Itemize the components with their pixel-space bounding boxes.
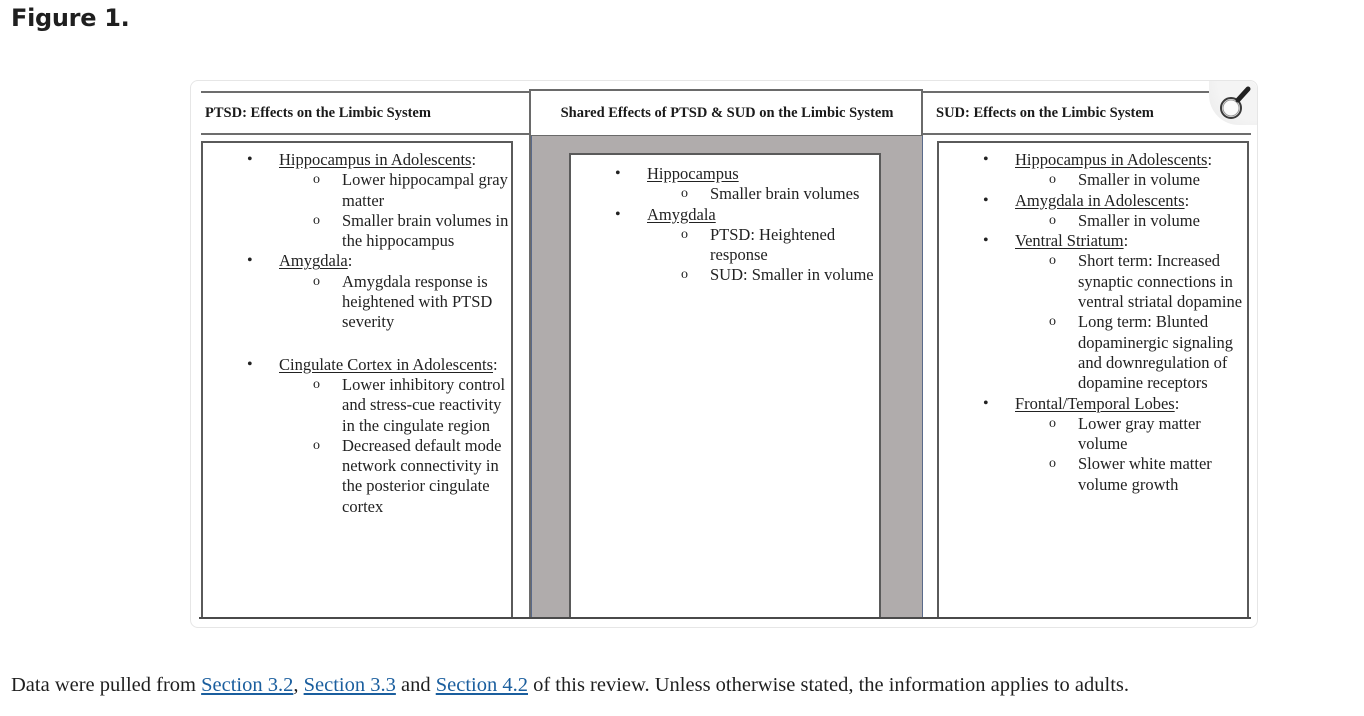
list-item: • Ventral Striatum: o Short term: Increased synaptic connections in ventral striatal dopamine o Long term: Blunted dopaminergic signaling and downregulation of dopamine receptors [939, 231, 1247, 393]
sub-list-item: o Decreased default mode network connectivity in the posterior cingulate cortex [279, 436, 511, 517]
list-item: • Hippocampus in Adolescents: o Smaller in volume [939, 150, 1247, 191]
figure-bottom-rule [199, 617, 1251, 619]
sub-list-item: o Slower white matter volume growth [1015, 454, 1247, 495]
topic-label: Hippocampus in Adolescents [279, 150, 472, 169]
sud-column-header: SUD: Effects on the Limbic System [936, 104, 1154, 121]
ptsd-column-header: PTSD: Effects on the Limbic System [205, 104, 431, 121]
sub-list-item: o Lower inhibitory control and stress-cue reactivity in the cingulate region [279, 375, 511, 436]
topic-label: Ventral Striatum [1015, 231, 1124, 251]
list-item: • Hippocampus in Adolescents: o Lower hippocampal gray matter o Smaller brain volumes in the hippocampus [203, 150, 511, 251]
list-item: • Amygdala: o Amygdala response is heightened with PTSD severity [203, 251, 511, 354]
list-item [571, 164, 879, 205]
sub-list-item: o SUD: Smaller in volume [647, 265, 879, 285]
list-item: • Cingulate Cortex in Adolescents: o Lower inhibitory control and stress-cue reactivity in the cingulate region o Decreased default mode network connectivity in the posterior cingulate cortex [203, 355, 511, 517]
figure-image [191, 81, 1257, 627]
section-3-2-link[interactable]: Section 3.2 [201, 674, 294, 696]
sub-list-item: o Lower hippocampal gray matter [279, 170, 511, 211]
ptsd-effects-box [201, 141, 513, 619]
section-3-3-link[interactable]: Section 3.3 [303, 674, 396, 696]
zoom-figure-button[interactable] [1209, 81, 1257, 125]
topic-label: Cingulate Cortex in Adolescents [279, 354, 494, 374]
sub-list-item: o Lower gray matter volume [1015, 414, 1247, 455]
sub-list-item: o Long term: Blunted dopaminergic signaling and downregulation of dopamine receptors [1015, 312, 1247, 393]
sub-list-item: o Smaller brain volumes in the hippocampus [279, 211, 511, 252]
topic-label: Hippocampus [647, 164, 739, 183]
list-item [571, 205, 879, 286]
sub-list-item: o Smaller brain volumes [647, 184, 879, 204]
sub-list-item: o Smaller in volume [1015, 170, 1247, 190]
sub-list-item: o Amygdala response is heightened with PTSD severity [279, 272, 511, 333]
figure-label: Figure 1. [11, 4, 130, 32]
topic-label: Frontal/Temporal Lobes [1015, 393, 1175, 413]
topic-label: Hippocampus in Adolescents [1015, 150, 1208, 169]
figure-caption: Data were pulled from Section 3.2, Section 3.3 and Section 4.2 of this review. Unless otherwise stated, the information applies to adults. [11, 674, 1130, 696]
shared-effects-box [569, 153, 881, 619]
sud-effects-box [937, 141, 1249, 619]
shared-column-header: Shared Effects of PTSD & SUD on the Limbic System [560, 104, 894, 121]
sub-list-item: o PTSD: Heightened response [647, 225, 879, 266]
list-item: • Amygdala in Adolescents: o Smaller in volume [939, 191, 1247, 232]
sub-list-item: o Smaller in volume [1015, 211, 1247, 231]
sub-list-item: o Short term: Increased synaptic connections in ventral striatal dopamine [1015, 251, 1247, 312]
topic-label: Amygdala [279, 251, 348, 271]
topic-label: Amygdala in Adolescents [1015, 190, 1185, 210]
list-item: • Frontal/Temporal Lobes: o Lower gray matter volume o Slower white matter volume growth [939, 394, 1247, 495]
figure-frame[interactable] [190, 80, 1258, 628]
section-4-2-link[interactable]: Section 4.2 [435, 674, 528, 696]
magnifier-icon [1209, 81, 1257, 125]
topic-label: Amygdala [647, 204, 716, 224]
